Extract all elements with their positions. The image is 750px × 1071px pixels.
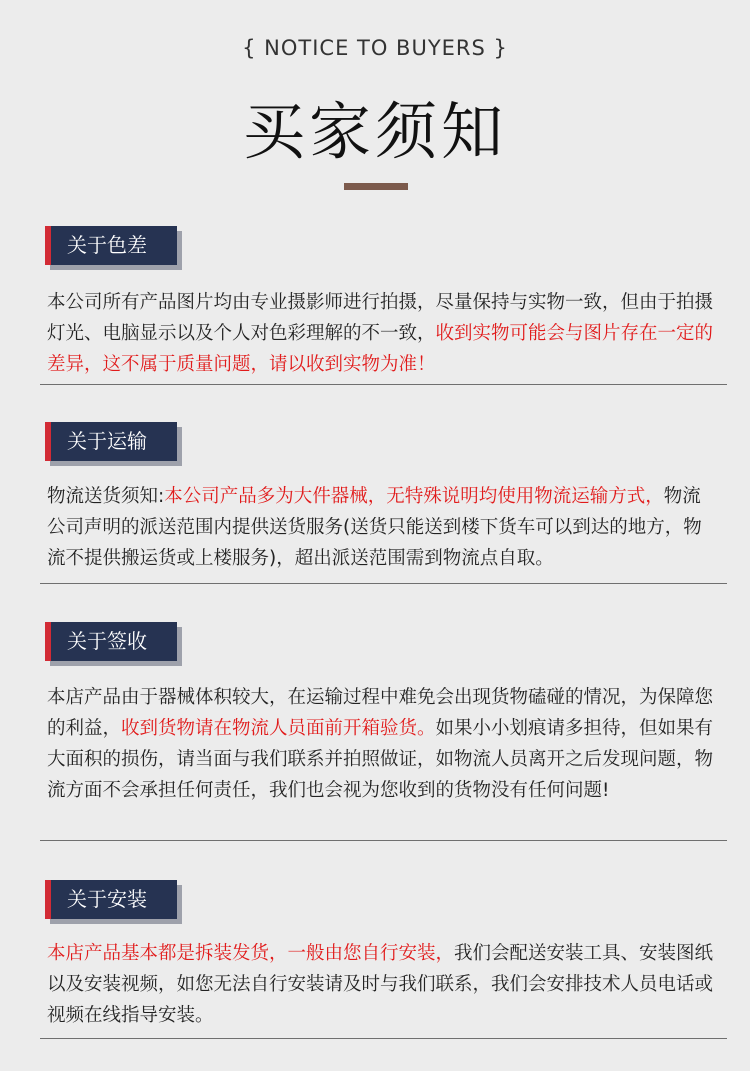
section-tag [45, 622, 182, 666]
section-text-highlight: 收到货物请在物流人员面前开箱验货。 [121, 718, 436, 739]
section-divider [40, 1038, 727, 1039]
title-underline [344, 183, 408, 190]
section-text-highlight: 收到实物可能会与图片存在一定的差异，这不属于质量问题，请以收到实物为准！ [47, 323, 714, 375]
section-body [47, 481, 719, 574]
section-text: 本公司所有产品图片均由专业摄影师进行拍摄，尽量保持与实物一致，但由于拍摄灯光、电脑显示以及个人对色彩理解的不一致， [47, 292, 714, 344]
notice-subtitle: { NOTICE TO BUYERS } [242, 36, 508, 60]
section-tag-label: 关于运输 [45, 422, 177, 461]
section-body [47, 287, 719, 380]
section-tag [45, 226, 182, 270]
section-text: 我们会配送安装工具、安装图纸以及安装视频，如您无法自行安装请及时与我们联系，我们会安排技术人员电话或视频在线指导安装。 [47, 943, 714, 1026]
section-tag [45, 422, 182, 466]
section-text: 物流公司声明的派送范围内提供送货服务(送货只能送到楼下货车可以到达的地方，物流不提供搬运货或上楼服务)，超出派送范围需到物流点自取。 [47, 486, 702, 569]
section-text: 本店产品由于器械体积较大，在运输过程中难免会出现货物磕碰的情况，为保障您的利益， [47, 687, 714, 739]
section-text-highlight: 本公司产品多为大件器械，无特殊说明均使用物流运输方式， [164, 486, 664, 507]
section-divider [40, 583, 727, 584]
section-text: 物流送货须知: [47, 486, 165, 507]
section-tag-label: 关于色差 [45, 226, 177, 265]
section-divider [40, 384, 727, 385]
section-divider [40, 840, 727, 841]
section-tag [45, 880, 182, 924]
section-body [47, 938, 719, 1031]
page-title: 买家须知 [242, 95, 507, 168]
section-text: 如果小小划痕请多担待，但如果有大面积的损伤，请当面与我们联系并拍照做证，如物流人员离开之后发现问题，物流方面不会承担任何责任，我们也会视为您收到的货物没有任何问题! [47, 718, 714, 801]
section-text-highlight: 本店产品基本都是拆装发货，一般由您自行安装， [47, 943, 455, 964]
section-tag-label: 关于签收 [45, 622, 177, 661]
section-tag-label: 关于安装 [45, 880, 177, 919]
section-body [47, 682, 719, 806]
